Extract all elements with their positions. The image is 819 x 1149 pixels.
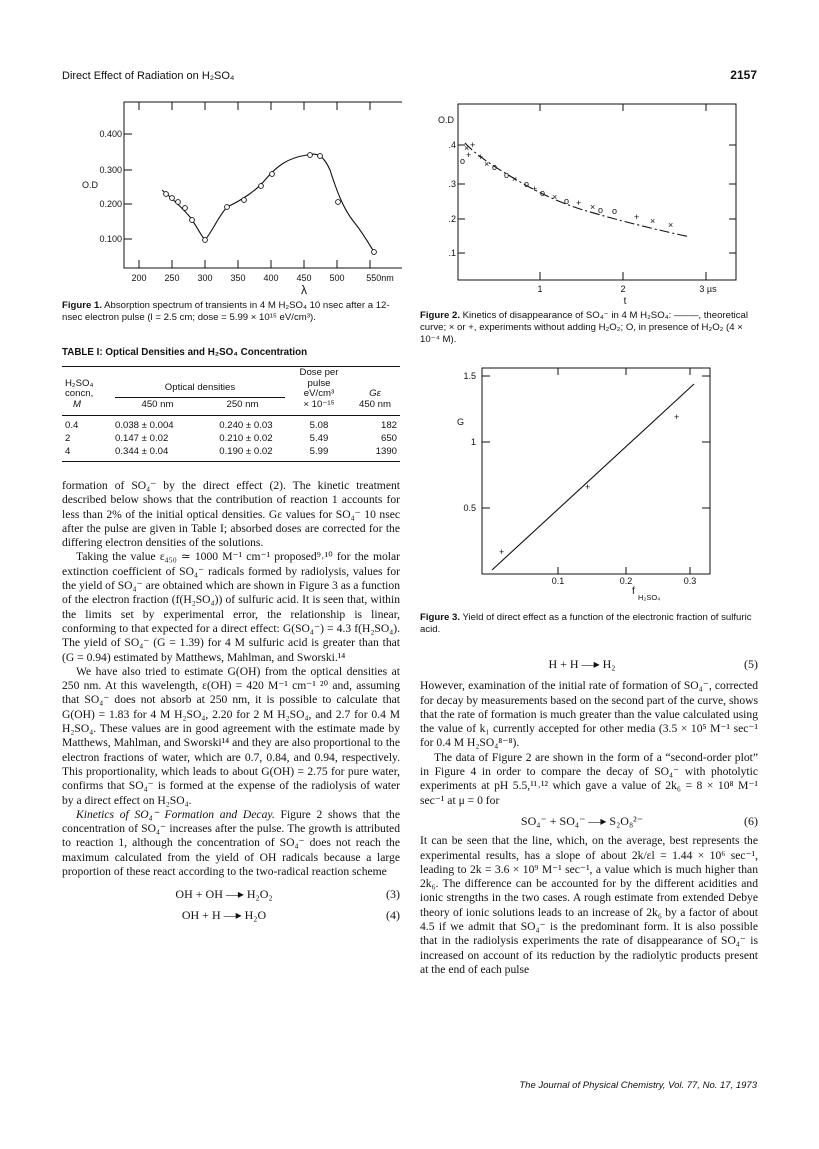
svg-text:+: +: [634, 212, 640, 222]
figure-1-xtick-5: 400: [263, 273, 279, 283]
figure-2-theoretical-curve: [465, 143, 690, 237]
figure-2-ytick-2: .3: [448, 179, 456, 189]
figure-3-ticks: [482, 368, 710, 574]
equation-3: OH + OH —▸ H₂O₂ (3): [175, 887, 400, 902]
svg-text:×: ×: [464, 143, 470, 153]
svg-text:+: +: [478, 152, 484, 162]
figure-1-ytick-1: 0.400: [99, 129, 122, 139]
figure-1-xtick-8: 550nm: [366, 273, 394, 283]
table-row: 2 0.147 ± 0.02 0.210 ± 0.02 5.49 650: [65, 433, 397, 444]
figure-3-plot: [420, 362, 760, 612]
figure-3-ytick-1: 1.5: [463, 371, 476, 381]
figure-1-caption-label: Figure 1.: [62, 300, 102, 311]
figure-1-ytick-4: 0.100: [99, 234, 122, 244]
table-1-dose-h3: eV/cm³: [303, 388, 335, 399]
svg-text:+: +: [532, 184, 538, 194]
figure-1-ylabel: O.D: [82, 180, 99, 190]
svg-text:+: +: [674, 412, 680, 422]
left-body-text: [62, 479, 400, 928]
svg-text:o: o: [540, 188, 546, 198]
svg-text:o: o: [504, 170, 510, 180]
figure-3-xlabel: f: [632, 586, 635, 597]
right-paragraph-3: It can be seen that the line, which, on the average, best represents the experimental results, has a slope of about 2k/εl = 1.44 × 10⁶ sec⁻¹, leading to 2k = 3.6 × 10⁹ M⁻¹ sec⁻¹, a value which is much higher than 2k₆. The difference can be accounted for by the different acidities and ionic strengths in the two cases. A rough estimate from extended Debye theory of ionic solutions leads to an increase of 2k₆ by a factor of about 4.5 if we admit that SO₄⁻ is the predominant form. It is also possible that in the radiolysis experiments the rate of disappearance of SO₄⁻ is increased on account of its reduction by the radiolytic products present at the end of each pulse: [420, 834, 758, 976]
figure-1-xtick-3: 300: [197, 273, 213, 283]
svg-text:o: o: [524, 179, 530, 189]
table-1-grid: [62, 367, 400, 458]
figure-3-ytick-3: 0.5: [463, 503, 476, 513]
figure-1-caption-text: Absorption spectrum of transients in 4 M H₂SO₄ 10 nsec after a 12-nsec electron pulse (l = 2.5 cm; dose = 5.99 × 10¹⁵ eV/cm³).: [62, 300, 390, 323]
table-1-col1-h1: H₂SO₄: [65, 377, 94, 389]
svg-text:+: +: [576, 198, 582, 208]
svg-text:o: o: [564, 196, 570, 206]
page-number: 2157: [730, 68, 757, 82]
figure-2-markers: [460, 140, 673, 230]
table-1: [62, 366, 400, 462]
figure-2-caption-text: Kinetics of disappearance of SO₄⁻ in 4 M H₂SO₄: —–—, theoretical curve; × or +, experiments without adding H₂O₂; O, in presence of H₂O₂ (4 × 10⁻⁴ M).: [420, 310, 749, 345]
figure-3-caption: [420, 612, 758, 636]
figure-3-xtick-3: 0.3: [683, 576, 697, 586]
figure-3-xtick-1: 0.1: [551, 576, 565, 586]
table-1-dose-h4: × 10⁻¹⁵: [303, 398, 335, 410]
right-body-text: [420, 651, 758, 977]
svg-text:+: +: [499, 547, 505, 557]
table-1-optical-header: Optical densities: [164, 382, 236, 393]
table-1-title: TABLE I: Optical Densities and H₂SO₄ Concentration: [62, 347, 308, 358]
table-row: 0.4 0.038 ± 0.004 0.240 ± 0.03 5.08 182: [65, 420, 397, 431]
figure-1-caption: [62, 300, 400, 324]
figure-1-points: [164, 153, 377, 255]
figure-2-frame: [458, 104, 736, 280]
equation-5: H + H —▸ H₂ (5): [548, 657, 758, 671]
figure-2-ticks: [458, 104, 736, 280]
equation-4: OH + H —▸ H₂O (4): [181, 907, 400, 922]
figure-1-xlabel: λ: [301, 283, 307, 297]
figure-3-caption-label: Figure 3.: [420, 612, 460, 623]
figure-1-xtick-6: 450: [296, 273, 312, 283]
table-1-sub-250: 250 nm: [226, 398, 259, 410]
svg-text:o: o: [598, 205, 604, 215]
figure-2-plot: [420, 96, 760, 308]
figure-1-xtick-2: 250: [164, 273, 180, 283]
running-title: Direct Effect of Radiation on H₂SO₄: [62, 70, 235, 82]
figure-2-xlabel: t: [623, 296, 627, 307]
figure-2-xtick-1: 1: [537, 284, 543, 294]
figure-2-ytick-4: .1: [448, 248, 456, 258]
figure-2-caption: [420, 310, 758, 346]
svg-text:+: +: [585, 482, 591, 492]
svg-text:×: ×: [552, 192, 558, 202]
figure-1-xtick-7: 500: [329, 273, 345, 283]
equation-6: SO₄⁻ + SO₄⁻ —▸ S₂O₈²⁻ (6): [520, 813, 758, 828]
table-1-ge-h2: 450 nm: [359, 398, 391, 410]
svg-text:×: ×: [484, 159, 490, 169]
figure-2-ylabel: O.D: [438, 115, 455, 125]
figure-1-xtick-4: 350: [230, 273, 246, 283]
left-paragraph-3: We have also tried to estimate G(OH) from the optical densities at 250 nm. At this wavelength, ε(OH) = 420 M⁻¹ cm⁻¹ ²⁰ and, assuming that SO₄⁻ does not absorb at 250 nm, it is possible to calculate that G(OH) = 1.83 for 4 M H₂SO₄, 2.20 for 2 M H₂SO₄, and 2.7 for 0.4 M H₂SO₄. These values are in good agreement with the estimate made by Matthews, Mahlman, and Sworski¹⁴ and they are also proportional to the electron fractions of water, which are 0.7, 0.84, and 0.94, respectively. This proportionality, which leads to about G(OH) = 2.75 for pure water, confirms that SO₄⁻ is formed at the expense of the radiolysis of water by a direct effect on H₂SO₄.: [62, 664, 400, 807]
section-heading-kinetics: Kinetics of SO₄⁻ Formation and Decay.: [76, 807, 275, 821]
svg-text:o: o: [460, 156, 466, 166]
svg-text:×: ×: [650, 216, 656, 226]
figure-2-ytick-3: .2: [448, 214, 456, 224]
svg-text:×: ×: [668, 220, 674, 230]
left-paragraph-1: formation of SO₄⁻ by the direct effect (2). The kinetic treatment described below shows that the contribution of reaction 1 accounts for less than 2% of the initial optical densities. Gε values for SO₄⁻ 10 nsec after the pulse are given in Table I; absorbed doses are corrected for the differing electron densities of the solutions.: [62, 479, 400, 550]
figure-3-ytick-2: 1: [470, 437, 476, 447]
figure-3-markers: [499, 412, 679, 557]
figure-1-ytick-3: 0.200: [99, 199, 122, 209]
figure-3-caption-text: Yield of direct effect as a function of the electronic fraction of sulfuric acid.: [420, 612, 752, 635]
table-row: 4 0.344 ± 0.04 0.190 ± 0.02 5.99 1390: [65, 446, 397, 457]
table-1-sub-450: 450 nm: [141, 398, 174, 410]
figure-2-ytick-1: .4: [448, 140, 456, 150]
left-paragraph-2: Taking the value ε₄₅₀ ≃ 1000 M⁻¹ cm⁻¹ proposed⁹˒¹⁰ for the molar extinction coefficient of SO₄⁻ radicals formed by radiolysis, values for the yield of SO₄⁻ are obtained which are shown in Figure 3 as a function of the electron fraction (f(H₂SO₄)) of sulfuric acid. It is seen that, within the limits set by experimental error, the relationship is linear, conforming to that expected for a direct effect: G(SO₄⁻) = 4.3 f(H₂SO₄). The yield of SO₄⁻ (G = 1.39) for 4 M sulfuric acid is greater than that (G = 0.94) estimated by Matthews, Mahlman, and Sworski.¹⁴: [62, 550, 400, 664]
figure-1-ytick-2: 0.300: [99, 165, 122, 175]
figure-3-fit-line: [492, 384, 694, 570]
svg-text:×: ×: [512, 174, 518, 184]
svg-text:o: o: [612, 206, 618, 216]
svg-text:+: +: [470, 140, 476, 150]
figure-3-frame: [482, 368, 710, 574]
figure-3-xtick-2: 0.2: [619, 576, 633, 586]
table-1-col1-h3: M: [73, 398, 81, 410]
table-1-ge-h1: Gε: [369, 388, 381, 399]
figure-3-ylabel: G: [457, 417, 465, 427]
svg-text:×: ×: [590, 202, 596, 212]
right-paragraph-1: However, examination of the initial rate of formation of SO₄⁻, corrected for decay by measurements based on the second part of the curve, shows that the rate of formation is much greater than the value calculated using the value of k₁ currently accepted for other media (3.5 × 10⁵ M⁻¹ sec⁻¹ for 0.4 M H₂SO₄⁸⁻⁸).: [420, 679, 758, 750]
svg-text:o: o: [492, 162, 498, 172]
table-1-dose-h2: pulse: [307, 377, 331, 389]
table-1-col1-h2: concn,: [65, 388, 94, 399]
svg-text:+: +: [466, 150, 472, 160]
figure-1-xtick-1: 200: [131, 273, 147, 283]
figure-2-xtick-2: 2: [620, 284, 626, 294]
figure-3-xlabel-sub: H₂SO₄: [638, 593, 661, 602]
figure-1-curve: [162, 154, 374, 252]
table-1-dose-h1: Dose per: [299, 367, 339, 378]
figure-2-caption-label: Figure 2.: [420, 310, 460, 321]
figure-1-plot: [62, 92, 402, 297]
figure-2-xtick-3: 3 µs: [699, 284, 717, 294]
left-paragraph-4: Kinetics of SO₄⁻ Formation and Decay. Figure 2 shows that the concentration of SO₄⁻ increases after the pulse. The growth is attributed to reaction 1, although the concentration of SO₄⁻ does not reach the maximum calculated from the yield of OH radicals because a large proportion of these react according to the two-radical reaction scheme: [62, 807, 400, 879]
journal-footer: The Journal of Physical Chemistry, Vol. 77, No. 17, 1973: [519, 1080, 757, 1091]
right-paragraph-2: The data of Figure 2 are shown in the form of a “second-order plot” in Figure 4 in order to compare the decay of SO₄⁻ with photolytic experiments at pH 5.5,¹¹˒¹² which gave a value of 2k₆ = 8 × 10⁸ M⁻¹ sec⁻¹ at μ = 0 for: [420, 750, 758, 807]
